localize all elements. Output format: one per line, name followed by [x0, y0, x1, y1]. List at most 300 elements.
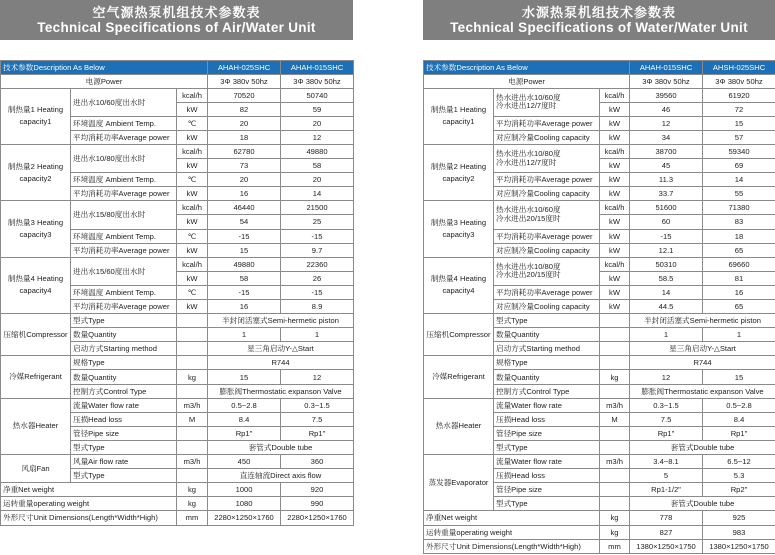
- value-cell: 套管式Double tube: [208, 440, 354, 454]
- power-label: 电源Power: [424, 74, 630, 88]
- unit-cell: [600, 356, 630, 370]
- unit-cell: kW: [177, 130, 208, 144]
- param-label: 平均消耗功率Average power: [494, 285, 600, 299]
- value-cell: 59340: [703, 144, 775, 158]
- value-cell: 360: [281, 455, 354, 469]
- value-cell: 8.4: [208, 412, 281, 426]
- unit-cell: [600, 384, 630, 398]
- value-cell: Rp1-1/2": [630, 483, 703, 497]
- table-row: [1, 257, 354, 271]
- value-cell: 7.5: [630, 412, 703, 426]
- param-label: 对应制冷量Cooling capacity: [494, 300, 600, 314]
- value-cell: 61920: [703, 88, 775, 102]
- value-cell: 54: [208, 215, 281, 229]
- unit-cell: [600, 483, 630, 497]
- value-cell: R744: [630, 356, 775, 370]
- value-cell: 81: [703, 271, 775, 285]
- value-cell: 2280×1250×1760: [281, 511, 354, 525]
- value-cell: 星三角启动Y-△Start: [630, 342, 775, 356]
- param-label: 启动方式Starting method: [71, 342, 177, 356]
- unit-cell: kW: [600, 229, 630, 243]
- value-cell: 15: [208, 243, 281, 257]
- value-cell: 58: [281, 159, 354, 173]
- param-label: 数量Quantity: [71, 370, 177, 384]
- value-cell: 5.3: [703, 469, 775, 483]
- value-cell: 55: [703, 187, 775, 201]
- table-row: [1, 144, 354, 158]
- param-line: 热水进出水10/80度: [496, 261, 561, 271]
- unit-cell: kcal/h: [600, 201, 630, 215]
- param-label: 压损Head loss: [71, 412, 177, 426]
- group-label: 制热量1 Heating capacity1: [1, 88, 71, 144]
- group-label: 制热量2 Heating capacity2: [424, 144, 494, 200]
- table-row: [424, 398, 775, 412]
- value-cell: 22360: [281, 257, 354, 271]
- group-label: 冷媒Refrigerant: [1, 356, 71, 398]
- unit-cell: [177, 342, 208, 356]
- value-cell: 14: [703, 173, 775, 187]
- unit-cell: [177, 384, 208, 398]
- unit-cell: [600, 426, 630, 440]
- unit-cell: [177, 440, 208, 454]
- unit-cell: kW: [600, 102, 630, 116]
- description-header: 技术参数Description As Below: [424, 61, 630, 75]
- value-cell: 12.1: [630, 243, 703, 257]
- unit-cell: [600, 328, 630, 342]
- unit-cell: m3/h: [177, 455, 208, 469]
- value-cell: 39560: [630, 88, 703, 102]
- value-cell: 33.7: [630, 187, 703, 201]
- param-label: 型式Type: [71, 469, 177, 483]
- value-cell: 21500: [281, 201, 354, 215]
- param-label: [494, 257, 600, 285]
- net-weight-label: 净重Net weight: [1, 483, 177, 497]
- group-label: 蒸发器Evaporator: [424, 455, 494, 511]
- value-cell: 1080: [208, 497, 281, 511]
- value-cell: Rp1": [630, 426, 703, 440]
- param-line: 热水进出水10/60度: [496, 92, 561, 102]
- param-label: 数量Quantity: [71, 328, 177, 342]
- table-row: [1, 74, 354, 88]
- value-cell: 34: [630, 130, 703, 144]
- unit-cell: kg: [600, 370, 630, 384]
- param-label: 型式Type: [494, 314, 600, 328]
- value-cell: 82: [208, 102, 281, 116]
- value-cell: 58.5: [630, 271, 703, 285]
- value-cell: 12: [630, 116, 703, 130]
- param-label: 流量Water flow rate: [494, 455, 600, 469]
- value-cell: Rp1": [208, 426, 281, 440]
- param-label: 进出水10/60度出水时: [71, 88, 177, 116]
- table-row: [424, 88, 775, 102]
- air-water-title-zh: 空气源热泵机组技术参数表: [92, 5, 261, 20]
- value-cell: -15: [281, 229, 354, 243]
- value-cell: -15: [208, 229, 281, 243]
- unit-cell: kW: [177, 215, 208, 229]
- table-row: [424, 455, 775, 469]
- value-cell: 8.4: [703, 412, 775, 426]
- group-label: 制热量3 Heating capacity3: [424, 201, 494, 257]
- unit-cell: kW: [600, 243, 630, 257]
- unit-cell: kW: [177, 159, 208, 173]
- value-cell: 44.5: [630, 300, 703, 314]
- param-label: 进出水10/80度出水时: [71, 144, 177, 172]
- unit-cell: kg: [177, 483, 208, 497]
- param-label: 环境温度 Ambient Temp.: [71, 229, 177, 243]
- unit-cell: M: [177, 412, 208, 426]
- param-label: 规格Type: [71, 356, 177, 370]
- operating-weight-label: 运转重量operating weight: [424, 525, 600, 539]
- table-header-row: [1, 61, 354, 75]
- unit-cell: kg: [600, 525, 630, 539]
- table-row: [1, 455, 354, 469]
- value-cell: 925: [703, 511, 775, 525]
- table-header-row: [424, 61, 775, 75]
- model-header: AHAH-015SHC: [281, 61, 354, 75]
- power-value: 3Φ 380v 50hz: [630, 74, 703, 88]
- param-label: 型式Type: [71, 314, 177, 328]
- value-cell: 9.7: [281, 243, 354, 257]
- value-cell: 26: [281, 271, 354, 285]
- group-label: 制热量1 Heating capacity1: [424, 88, 494, 144]
- param-label: [494, 88, 600, 116]
- unit-cell: kcal/h: [177, 144, 208, 158]
- group-label: 压缩机Compressor: [1, 314, 71, 356]
- water-water-title-zh: 水源热泵机组技术参数表: [521, 5, 676, 20]
- unit-cell: kcal/h: [600, 88, 630, 102]
- unit-cell: kW: [177, 187, 208, 201]
- value-cell: 0.5~2.8: [208, 398, 281, 412]
- table-row: [424, 74, 775, 88]
- value-cell: 1000: [208, 483, 281, 497]
- unit-cell: ℃: [177, 229, 208, 243]
- unit-cell: [177, 426, 208, 440]
- unit-cell: m3/h: [600, 398, 630, 412]
- value-cell: 6.5~12: [703, 455, 775, 469]
- value-cell: 套管式Double tube: [630, 440, 775, 454]
- value-cell: 450: [208, 455, 281, 469]
- value-cell: 45: [630, 159, 703, 173]
- value-cell: 920: [281, 483, 354, 497]
- table-row: [1, 88, 354, 102]
- unit-cell: mm: [177, 511, 208, 525]
- value-cell: 8.9: [281, 300, 354, 314]
- unit-cell: m3/h: [600, 455, 630, 469]
- param-label: 风量Air flow rate: [71, 455, 177, 469]
- table-row: [1, 314, 354, 328]
- value-cell: 50740: [281, 88, 354, 102]
- value-cell: 15: [208, 370, 281, 384]
- value-cell: 膨胀阀Thermostatic expanson Valve: [630, 384, 775, 398]
- table-row: [424, 539, 775, 553]
- value-cell: 51600: [630, 201, 703, 215]
- table-row: [1, 398, 354, 412]
- value-cell: 49880: [281, 144, 354, 158]
- value-cell: 16: [208, 187, 281, 201]
- param-label: 控制方式Control Type: [71, 384, 177, 398]
- value-cell: 65: [703, 300, 775, 314]
- value-cell: 1380×1250×1750: [703, 539, 775, 553]
- group-label: 制热量4 Heating capacity4: [1, 257, 71, 313]
- unit-cell: [600, 469, 630, 483]
- value-cell: 69660: [703, 257, 775, 271]
- value-cell: 70520: [208, 88, 281, 102]
- param-label: 平均消耗功率Average power: [494, 116, 600, 130]
- value-cell: 46: [630, 102, 703, 116]
- value-cell: 12: [630, 370, 703, 384]
- unit-cell: kW: [600, 130, 630, 144]
- value-cell: 0.5~2.8: [703, 398, 775, 412]
- value-cell: 58: [208, 271, 281, 285]
- value-cell: 11.3: [630, 173, 703, 187]
- value-cell: 12: [281, 130, 354, 144]
- unit-cell: kW: [600, 116, 630, 130]
- param-label: 进出水15/80度出水时: [71, 201, 177, 229]
- group-label: 风扇Fan: [1, 455, 71, 483]
- value-cell: -15: [281, 285, 354, 299]
- value-cell: 990: [281, 497, 354, 511]
- param-label: 平均消耗功率Average power: [71, 187, 177, 201]
- unit-cell: ℃: [177, 116, 208, 130]
- param-label: 管径Pipe size: [71, 426, 177, 440]
- param-label: 平均消耗功率Average power: [494, 229, 600, 243]
- table-row: [424, 144, 775, 158]
- unit-cell: [600, 314, 630, 328]
- value-cell: 18: [703, 229, 775, 243]
- param-line: 冷水进出12/7度时: [496, 157, 557, 167]
- unit-cell: M: [600, 412, 630, 426]
- value-cell: 65: [703, 243, 775, 257]
- param-label: 环境温度 Ambient Temp.: [71, 116, 177, 130]
- power-value: 3Φ 380v 50hz: [281, 74, 354, 88]
- value-cell: 3.4~8.1: [630, 455, 703, 469]
- param-label: 流量Water flow rate: [71, 398, 177, 412]
- value-cell: 2280×1250×1760: [208, 511, 281, 525]
- param-label: 流量Water flow rate: [494, 398, 600, 412]
- unit-cell: kW: [600, 159, 630, 173]
- value-cell: 62780: [208, 144, 281, 158]
- value-cell: 15: [703, 370, 775, 384]
- unit-cell: kW: [177, 300, 208, 314]
- unit-cell: kW: [177, 102, 208, 116]
- table-row: [424, 356, 775, 370]
- value-cell: 983: [703, 525, 775, 539]
- power-value: 3Φ 380v 50hz: [703, 74, 775, 88]
- air-water-title-en: Technical Specifications of Air/Water Unit: [37, 20, 316, 35]
- group-label: 冷媒Refrigerant: [424, 356, 494, 398]
- value-cell: 778: [630, 511, 703, 525]
- table-row: [1, 497, 354, 511]
- param-label: 平均消耗功率Average power: [71, 300, 177, 314]
- table-row: [424, 201, 775, 215]
- param-label: 平均消耗功率Average power: [71, 243, 177, 257]
- unit-cell: kW: [600, 215, 630, 229]
- param-label: 启动方式Starting method: [494, 342, 600, 356]
- unit-cell: ℃: [177, 285, 208, 299]
- unit-cell: kcal/h: [177, 201, 208, 215]
- value-cell: 59: [281, 102, 354, 116]
- param-label: 压损Head loss: [494, 412, 600, 426]
- group-label: 热水器Heater: [1, 398, 71, 454]
- model-header: AHSH-025SHC: [703, 61, 775, 75]
- table-row: [424, 314, 775, 328]
- param-label: 压损Head loss: [494, 469, 600, 483]
- dimensions-label: 外形尺寸Unit Dimensions(Length*Width*High): [424, 539, 600, 553]
- param-line: 热水进出水10/80度: [496, 148, 561, 158]
- unit-cell: [177, 314, 208, 328]
- value-cell: 69: [703, 159, 775, 173]
- value-cell: 直连轴流Direct axis flow: [208, 469, 354, 483]
- table-row: [424, 257, 775, 271]
- dimensions-label: 外形尺寸Unit Dimensions(Length*Width*High): [1, 511, 177, 525]
- value-cell: -15: [208, 285, 281, 299]
- value-cell: 16: [703, 285, 775, 299]
- unit-cell: m3/h: [177, 398, 208, 412]
- value-cell: 57: [703, 130, 775, 144]
- power-value: 3Φ 380v 50hz: [208, 74, 281, 88]
- value-cell: Rp2": [703, 483, 775, 497]
- unit-cell: kcal/h: [600, 144, 630, 158]
- value-cell: 0.3~1.5: [630, 398, 703, 412]
- param-label: 型式Type: [494, 497, 600, 511]
- param-label: 控制方式Control Type: [494, 384, 600, 398]
- unit-cell: kW: [600, 271, 630, 285]
- water-water-title-en: Technical Specifications of Water/Water Unit: [450, 20, 748, 35]
- value-cell: 14: [630, 285, 703, 299]
- value-cell: 16: [208, 300, 281, 314]
- param-label: 对应制冷量Cooling capacity: [494, 187, 600, 201]
- param-label: [494, 201, 600, 229]
- param-label: 对应制冷量Cooling capacity: [494, 130, 600, 144]
- value-cell: 膨胀阀Thermostatic expanson Valve: [208, 384, 354, 398]
- value-cell: R744: [208, 356, 354, 370]
- value-cell: 1380×1250×1750: [630, 539, 703, 553]
- value-cell: 星三角启动Y-△Start: [208, 342, 354, 356]
- unit-cell: kW: [600, 173, 630, 187]
- unit-cell: [177, 328, 208, 342]
- model-header: AHAH-015SHC: [630, 61, 703, 75]
- value-cell: 18: [208, 130, 281, 144]
- description-header: 技术参数Description As Below: [1, 61, 208, 75]
- param-label: 环境温度 Ambient Temp.: [71, 285, 177, 299]
- value-cell: 71380: [703, 201, 775, 215]
- table-row: [1, 511, 354, 525]
- air-water-spec-table: [0, 60, 354, 526]
- value-cell: 50310: [630, 257, 703, 271]
- air-water-title-banner: [0, 0, 353, 40]
- param-label: 管径Pipe size: [494, 426, 600, 440]
- value-cell: 20: [281, 116, 354, 130]
- value-cell: 20: [281, 173, 354, 187]
- unit-cell: kg: [177, 497, 208, 511]
- value-cell: 73: [208, 159, 281, 173]
- value-cell: 60: [630, 215, 703, 229]
- unit-cell: [177, 356, 208, 370]
- value-cell: 半封闭活塞式Semi-hermetic piston: [630, 314, 775, 328]
- unit-cell: kW: [177, 271, 208, 285]
- unit-cell: kcal/h: [177, 88, 208, 102]
- unit-cell: kg: [600, 511, 630, 525]
- value-cell: Rp1": [703, 426, 775, 440]
- value-cell: 83: [703, 215, 775, 229]
- value-cell: 0.3~1.5: [281, 398, 354, 412]
- unit-cell: mm: [600, 539, 630, 553]
- value-cell: 25: [281, 215, 354, 229]
- param-label: 规格Type: [494, 356, 600, 370]
- group-label: 制热量2 Heating capacity2: [1, 144, 71, 200]
- unit-cell: kcal/h: [600, 257, 630, 271]
- table-row: [1, 356, 354, 370]
- operating-weight-label: 运转重量operating weight: [1, 497, 177, 511]
- value-cell: 7.5: [281, 412, 354, 426]
- group-label: 压缩机Compressor: [424, 314, 494, 356]
- param-line: 冷水进出20/15度时: [496, 213, 561, 223]
- group-label: 热水器Heater: [424, 398, 494, 454]
- unit-cell: [600, 440, 630, 454]
- table-row: [424, 511, 775, 525]
- param-label: 数量Quantity: [494, 328, 600, 342]
- value-cell: 套管式Double tube: [630, 497, 775, 511]
- water-water-spec-table: [423, 60, 775, 554]
- value-cell: 1: [630, 328, 703, 342]
- table-row: [1, 483, 354, 497]
- value-cell: 20: [208, 116, 281, 130]
- value-cell: 1: [208, 328, 281, 342]
- unit-cell: kW: [177, 243, 208, 257]
- value-cell: 827: [630, 525, 703, 539]
- table-row: [424, 525, 775, 539]
- param-label: 型式Type: [494, 440, 600, 454]
- value-cell: Rp1": [281, 426, 354, 440]
- value-cell: 1: [703, 328, 775, 342]
- unit-cell: [177, 469, 208, 483]
- unit-cell: ℃: [177, 173, 208, 187]
- group-label: 制热量4 Heating capacity4: [424, 257, 494, 313]
- value-cell: 46440: [208, 201, 281, 215]
- value-cell: -15: [630, 229, 703, 243]
- value-cell: 38700: [630, 144, 703, 158]
- param-label: 对应制冷量Cooling capacity: [494, 243, 600, 257]
- water-water-title-banner: [423, 0, 775, 40]
- value-cell: 半封闭活塞式Semi-hermetic piston: [208, 314, 354, 328]
- net-weight-label: 净重Net weight: [424, 511, 600, 525]
- param-label: 进出水15/60度出水时: [71, 257, 177, 285]
- param-label: 平均消耗功率Average power: [71, 130, 177, 144]
- param-line: 冷水进出20/15度时: [496, 270, 561, 280]
- param-label: [494, 144, 600, 172]
- param-label: 平均消耗功率Average power: [494, 173, 600, 187]
- param-label: 管径Pipe size: [494, 483, 600, 497]
- model-header: AHAH-025SHC: [208, 61, 281, 75]
- unit-cell: kW: [600, 187, 630, 201]
- param-line: 冷水进出12/7度时: [496, 101, 557, 111]
- unit-cell: kcal/h: [177, 257, 208, 271]
- value-cell: 49880: [208, 257, 281, 271]
- param-label: 型式Type: [71, 440, 177, 454]
- table-row: [1, 201, 354, 215]
- unit-cell: kW: [600, 285, 630, 299]
- group-label: 制热量3 Heating capacity3: [1, 201, 71, 257]
- value-cell: 72: [703, 102, 775, 116]
- value-cell: 12: [281, 370, 354, 384]
- value-cell: 20: [208, 173, 281, 187]
- unit-cell: kW: [600, 300, 630, 314]
- param-label: 数量Quantity: [494, 370, 600, 384]
- value-cell: 5: [630, 469, 703, 483]
- param-label: 环境温度 Ambient Temp.: [71, 173, 177, 187]
- value-cell: 1: [281, 328, 354, 342]
- unit-cell: [600, 497, 630, 511]
